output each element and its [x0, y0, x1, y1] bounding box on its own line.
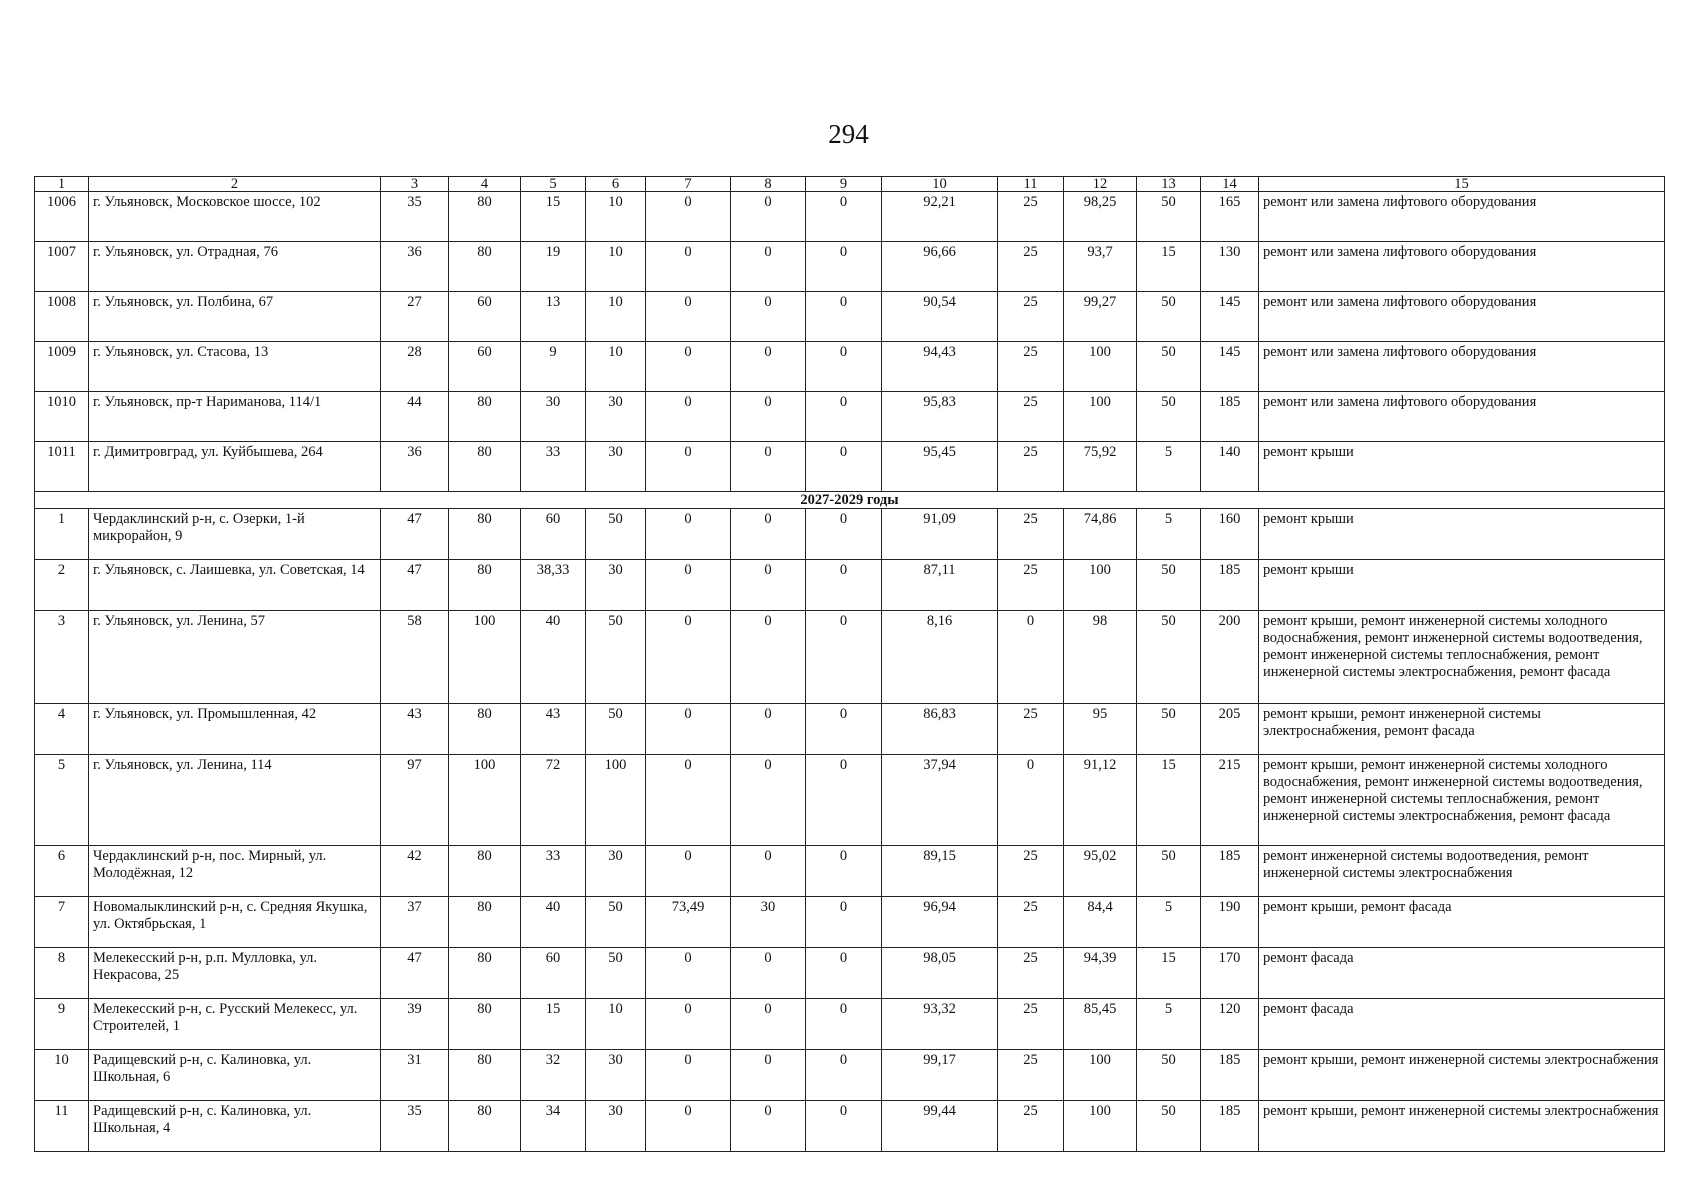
column-header: 8 [731, 177, 806, 192]
value-cell: 0 [646, 342, 731, 392]
value-cell: 0 [806, 509, 882, 560]
column-header: 5 [521, 177, 586, 192]
address-cell: г. Ульяновск, пр-т Нариманова, 114/1 [89, 392, 381, 442]
address-cell: г. Ульяновск, ул. Полбина, 67 [89, 292, 381, 342]
value-cell: 0 [806, 846, 882, 897]
value-cell: 5 [1137, 509, 1201, 560]
address-cell: Радищевский р-н, с. Калиновка, ул. Школьная, 6 [89, 1050, 381, 1101]
value-cell: 95,02 [1064, 846, 1137, 897]
value-cell: 25 [998, 560, 1064, 611]
work-type-cell: ремонт или замена лифтового оборудования [1259, 292, 1665, 342]
value-cell: 44 [381, 392, 449, 442]
value-cell: 90,54 [882, 292, 998, 342]
value-cell: 87,11 [882, 560, 998, 611]
value-cell: 47 [381, 948, 449, 999]
value-cell: 0 [806, 342, 882, 392]
table-row [35, 846, 1665, 897]
value-cell: 25 [998, 704, 1064, 755]
value-cell: 60 [521, 948, 586, 999]
work-type-cell: ремонт крыши, ремонт инженерной системы электроснабжения [1259, 1050, 1665, 1101]
address-cell: г. Ульяновск, Московское шоссе, 102 [89, 192, 381, 242]
value-cell: 91,12 [1064, 755, 1137, 846]
table-row [35, 1050, 1665, 1101]
table-row [35, 755, 1665, 846]
address-cell: г. Димитровград, ул. Куйбышева, 264 [89, 442, 381, 492]
value-cell: 94,43 [882, 342, 998, 392]
value-cell: 185 [1201, 392, 1259, 442]
value-cell: 38,33 [521, 560, 586, 611]
value-cell: 42 [381, 846, 449, 897]
value-cell: 40 [521, 897, 586, 948]
value-cell: 185 [1201, 1050, 1259, 1101]
row-number: 1011 [35, 442, 89, 492]
value-cell: 130 [1201, 242, 1259, 292]
column-header: 4 [449, 177, 521, 192]
value-cell: 0 [646, 846, 731, 897]
value-cell: 0 [731, 560, 806, 611]
row-number: 10 [35, 1050, 89, 1101]
section-header-row [35, 492, 1665, 509]
column-header: 13 [1137, 177, 1201, 192]
value-cell: 30 [521, 392, 586, 442]
value-cell: 33 [521, 442, 586, 492]
value-cell: 31 [381, 1050, 449, 1101]
value-cell: 30 [586, 846, 646, 897]
value-cell: 50 [1137, 292, 1201, 342]
value-cell: 145 [1201, 342, 1259, 392]
value-cell: 85,45 [1064, 999, 1137, 1050]
value-cell: 205 [1201, 704, 1259, 755]
value-cell: 73,49 [646, 897, 731, 948]
address-cell: Чердаклинский р-н, пос. Мирный, ул. Молодёжная, 12 [89, 846, 381, 897]
value-cell: 89,15 [882, 846, 998, 897]
column-header: 2 [89, 177, 381, 192]
value-cell: 0 [731, 999, 806, 1050]
column-header: 1 [35, 177, 89, 192]
value-cell: 93,7 [1064, 242, 1137, 292]
work-type-cell: ремонт фасада [1259, 948, 1665, 999]
value-cell: 100 [449, 611, 521, 704]
value-cell: 0 [731, 509, 806, 560]
value-cell: 25 [998, 342, 1064, 392]
value-cell: 25 [998, 999, 1064, 1050]
value-cell: 0 [731, 342, 806, 392]
table-row [35, 392, 1665, 442]
value-cell: 0 [731, 846, 806, 897]
value-cell: 15 [1137, 948, 1201, 999]
value-cell: 99,27 [1064, 292, 1137, 342]
value-cell: 80 [449, 1050, 521, 1101]
value-cell: 50 [1137, 560, 1201, 611]
value-cell: 140 [1201, 442, 1259, 492]
value-cell: 15 [1137, 242, 1201, 292]
column-header: 10 [882, 177, 998, 192]
value-cell: 80 [449, 509, 521, 560]
value-cell: 25 [998, 442, 1064, 492]
value-cell: 34 [521, 1101, 586, 1152]
address-cell: г. Ульяновск, ул. Промышленная, 42 [89, 704, 381, 755]
row-number: 1006 [35, 192, 89, 242]
table-row [35, 897, 1665, 948]
value-cell: 80 [449, 1101, 521, 1152]
value-cell: 5 [1137, 897, 1201, 948]
value-cell: 95 [1064, 704, 1137, 755]
value-cell: 13 [521, 292, 586, 342]
value-cell: 100 [1064, 392, 1137, 442]
value-cell: 98,05 [882, 948, 998, 999]
value-cell: 215 [1201, 755, 1259, 846]
row-number: 1007 [35, 242, 89, 292]
value-cell: 98 [1064, 611, 1137, 704]
value-cell: 0 [646, 442, 731, 492]
table-row [35, 1101, 1665, 1152]
value-cell: 0 [731, 392, 806, 442]
row-number: 11 [35, 1101, 89, 1152]
value-cell: 25 [998, 392, 1064, 442]
value-cell: 60 [449, 342, 521, 392]
value-cell: 80 [449, 704, 521, 755]
value-cell: 15 [521, 192, 586, 242]
column-header: 12 [1064, 177, 1137, 192]
work-type-cell: ремонт крыши, ремонт инженерной системы холодного водоснабжения, ремонт инженерной системы водоотведения, ремонт инженерной системы теплоснабжения, ремонт инженерной системы электроснабжения, ремонт фасада [1259, 755, 1665, 846]
value-cell: 9 [521, 342, 586, 392]
value-cell: 99,44 [882, 1101, 998, 1152]
value-cell: 0 [806, 442, 882, 492]
value-cell: 95,45 [882, 442, 998, 492]
value-cell: 19 [521, 242, 586, 292]
value-cell: 10 [586, 242, 646, 292]
value-cell: 30 [586, 1050, 646, 1101]
work-type-cell: ремонт или замена лифтового оборудования [1259, 342, 1665, 392]
value-cell: 0 [806, 948, 882, 999]
value-cell: 0 [646, 1050, 731, 1101]
value-cell: 0 [731, 1101, 806, 1152]
value-cell: 98,25 [1064, 192, 1137, 242]
value-cell: 80 [449, 192, 521, 242]
row-number: 4 [35, 704, 89, 755]
value-cell: 30 [731, 897, 806, 948]
value-cell: 35 [381, 192, 449, 242]
value-cell: 0 [646, 192, 731, 242]
work-type-cell: ремонт крыши [1259, 560, 1665, 611]
value-cell: 25 [998, 948, 1064, 999]
value-cell: 0 [998, 611, 1064, 704]
value-cell: 27 [381, 292, 449, 342]
value-cell: 50 [586, 704, 646, 755]
work-type-cell: ремонт или замена лифтового оборудования [1259, 242, 1665, 292]
work-type-cell: ремонт крыши, ремонт инженерной системы холодного водоснабжения, ремонт инженерной системы водоотведения, ремонт инженерной системы теплоснабжения, ремонт инженерной системы электроснабжения, ремонт фасада [1259, 611, 1665, 704]
value-cell: 160 [1201, 509, 1259, 560]
value-cell: 50 [1137, 846, 1201, 897]
address-cell: г. Ульяновск, ул. Ленина, 114 [89, 755, 381, 846]
table-row [35, 948, 1665, 999]
column-number-header-row [35, 177, 1665, 192]
value-cell: 0 [731, 755, 806, 846]
value-cell: 185 [1201, 846, 1259, 897]
address-cell: Радищевский р-н, с. Калиновка, ул. Школьная, 4 [89, 1101, 381, 1152]
work-type-cell: ремонт крыши, ремонт инженерной системы электроснабжения, ремонт фасада [1259, 704, 1665, 755]
value-cell: 96,66 [882, 242, 998, 292]
value-cell: 0 [646, 611, 731, 704]
value-cell: 25 [998, 897, 1064, 948]
value-cell: 100 [1064, 342, 1137, 392]
value-cell: 145 [1201, 292, 1259, 342]
work-type-cell: ремонт или замена лифтового оборудования [1259, 192, 1665, 242]
value-cell: 0 [731, 442, 806, 492]
value-cell: 0 [806, 392, 882, 442]
column-header: 15 [1259, 177, 1665, 192]
value-cell: 0 [731, 192, 806, 242]
value-cell: 100 [1064, 1101, 1137, 1152]
row-number: 1 [35, 509, 89, 560]
value-cell: 28 [381, 342, 449, 392]
value-cell: 0 [806, 292, 882, 342]
row-number: 1008 [35, 292, 89, 342]
value-cell: 30 [586, 442, 646, 492]
value-cell: 35 [381, 1101, 449, 1152]
value-cell: 0 [806, 242, 882, 292]
row-number: 7 [35, 897, 89, 948]
table-row [35, 611, 1665, 704]
value-cell: 80 [449, 442, 521, 492]
value-cell: 47 [381, 560, 449, 611]
work-type-cell: ремонт крыши [1259, 442, 1665, 492]
value-cell: 200 [1201, 611, 1259, 704]
value-cell: 100 [586, 755, 646, 846]
value-cell: 72 [521, 755, 586, 846]
value-cell: 25 [998, 1101, 1064, 1152]
value-cell: 170 [1201, 948, 1259, 999]
value-cell: 15 [1137, 755, 1201, 846]
value-cell: 30 [586, 1101, 646, 1152]
value-cell: 80 [449, 242, 521, 292]
value-cell: 80 [449, 392, 521, 442]
value-cell: 50 [1137, 392, 1201, 442]
value-cell: 97 [381, 755, 449, 846]
value-cell: 40 [521, 611, 586, 704]
value-cell: 96,94 [882, 897, 998, 948]
value-cell: 185 [1201, 560, 1259, 611]
row-number: 5 [35, 755, 89, 846]
value-cell: 33 [521, 846, 586, 897]
value-cell: 37 [381, 897, 449, 948]
column-header: 9 [806, 177, 882, 192]
value-cell: 0 [731, 292, 806, 342]
row-number: 8 [35, 948, 89, 999]
value-cell: 43 [521, 704, 586, 755]
value-cell: 0 [806, 560, 882, 611]
value-cell: 80 [449, 560, 521, 611]
value-cell: 100 [1064, 560, 1137, 611]
address-cell: г. Ульяновск, с. Лаишевка, ул. Советская, 14 [89, 560, 381, 611]
work-type-cell: ремонт или замена лифтового оборудования [1259, 392, 1665, 442]
value-cell: 84,4 [1064, 897, 1137, 948]
value-cell: 10 [586, 192, 646, 242]
value-cell: 0 [731, 242, 806, 292]
address-cell: Чердаклинский р-н, с. Озерки, 1-й микрорайон, 9 [89, 509, 381, 560]
table-row [35, 999, 1665, 1050]
column-header: 3 [381, 177, 449, 192]
value-cell: 50 [586, 509, 646, 560]
column-header: 11 [998, 177, 1064, 192]
value-cell: 0 [646, 292, 731, 342]
value-cell: 25 [998, 1050, 1064, 1101]
value-cell: 60 [521, 509, 586, 560]
value-cell: 190 [1201, 897, 1259, 948]
value-cell: 50 [1137, 192, 1201, 242]
value-cell: 39 [381, 999, 449, 1050]
value-cell: 165 [1201, 192, 1259, 242]
row-number: 3 [35, 611, 89, 704]
table-row [35, 704, 1665, 755]
value-cell: 5 [1137, 442, 1201, 492]
value-cell: 30 [586, 560, 646, 611]
value-cell: 30 [586, 392, 646, 442]
value-cell: 43 [381, 704, 449, 755]
value-cell: 0 [646, 1101, 731, 1152]
value-cell: 47 [381, 509, 449, 560]
value-cell: 80 [449, 897, 521, 948]
value-cell: 0 [731, 1050, 806, 1101]
value-cell: 0 [646, 509, 731, 560]
value-cell: 36 [381, 242, 449, 292]
value-cell: 75,92 [1064, 442, 1137, 492]
value-cell: 50 [1137, 1050, 1201, 1101]
value-cell: 50 [1137, 342, 1201, 392]
value-cell: 50 [586, 611, 646, 704]
work-type-cell: ремонт фасада [1259, 999, 1665, 1050]
value-cell: 92,21 [882, 192, 998, 242]
value-cell: 10 [586, 342, 646, 392]
table-row [35, 242, 1665, 292]
table-row [35, 509, 1665, 560]
value-cell: 25 [998, 509, 1064, 560]
value-cell: 120 [1201, 999, 1259, 1050]
table-row [35, 292, 1665, 342]
value-cell: 0 [806, 999, 882, 1050]
row-number: 1010 [35, 392, 89, 442]
value-cell: 91,09 [882, 509, 998, 560]
value-cell: 36 [381, 442, 449, 492]
value-cell: 0 [646, 704, 731, 755]
work-type-cell: ремонт крыши, ремонт фасада [1259, 897, 1665, 948]
value-cell: 50 [1137, 611, 1201, 704]
value-cell: 0 [731, 948, 806, 999]
column-header: 7 [646, 177, 731, 192]
value-cell: 5 [1137, 999, 1201, 1050]
value-cell: 0 [646, 242, 731, 292]
column-header: 14 [1201, 177, 1259, 192]
value-cell: 86,83 [882, 704, 998, 755]
value-cell: 0 [806, 897, 882, 948]
column-header: 6 [586, 177, 646, 192]
value-cell: 0 [646, 392, 731, 442]
value-cell: 10 [586, 999, 646, 1050]
value-cell: 50 [586, 948, 646, 999]
value-cell: 25 [998, 292, 1064, 342]
value-cell: 37,94 [882, 755, 998, 846]
address-cell: Мелекесский р-н, с. Русский Мелекесс, ул. Строителей, 1 [89, 999, 381, 1050]
value-cell: 93,32 [882, 999, 998, 1050]
value-cell: 0 [806, 755, 882, 846]
value-cell: 80 [449, 948, 521, 999]
value-cell: 0 [806, 1050, 882, 1101]
address-cell: Новомалыклинский р-н, с. Средняя Якушка, ул. Октябрьская, 1 [89, 897, 381, 948]
table-row [35, 560, 1665, 611]
table-row [35, 342, 1665, 392]
address-cell: г. Ульяновск, ул. Отрадная, 76 [89, 242, 381, 292]
value-cell: 80 [449, 999, 521, 1050]
value-cell: 60 [449, 292, 521, 342]
table-row [35, 442, 1665, 492]
address-cell: Мелекесский р-н, р.п. Мулловка, ул. Некрасова, 25 [89, 948, 381, 999]
work-type-cell: ремонт крыши, ремонт инженерной системы электроснабжения [1259, 1101, 1665, 1152]
value-cell: 0 [646, 755, 731, 846]
value-cell: 25 [998, 192, 1064, 242]
value-cell: 0 [998, 755, 1064, 846]
value-cell: 94,39 [1064, 948, 1137, 999]
value-cell: 50 [1137, 1101, 1201, 1152]
page-number: 294 [828, 119, 869, 149]
value-cell: 0 [646, 948, 731, 999]
section-title: 2027-2029 годы [35, 492, 1665, 509]
value-cell: 50 [1137, 704, 1201, 755]
value-cell: 95,83 [882, 392, 998, 442]
repair-register-table [34, 176, 1665, 1152]
value-cell: 8,16 [882, 611, 998, 704]
row-number: 2 [35, 560, 89, 611]
value-cell: 10 [586, 292, 646, 342]
table-row [35, 192, 1665, 242]
value-cell: 0 [806, 192, 882, 242]
value-cell: 25 [998, 846, 1064, 897]
row-number: 1009 [35, 342, 89, 392]
row-number: 9 [35, 999, 89, 1050]
value-cell: 25 [998, 242, 1064, 292]
value-cell: 32 [521, 1050, 586, 1101]
value-cell: 74,86 [1064, 509, 1137, 560]
value-cell: 100 [449, 755, 521, 846]
value-cell: 0 [646, 999, 731, 1050]
value-cell: 0 [731, 611, 806, 704]
value-cell: 0 [806, 1101, 882, 1152]
value-cell: 100 [1064, 1050, 1137, 1101]
address-cell: г. Ульяновск, ул. Ленина, 57 [89, 611, 381, 704]
value-cell: 0 [646, 560, 731, 611]
value-cell: 0 [806, 704, 882, 755]
value-cell: 0 [731, 704, 806, 755]
value-cell: 58 [381, 611, 449, 704]
address-cell: г. Ульяновск, ул. Стасова, 13 [89, 342, 381, 392]
value-cell: 99,17 [882, 1050, 998, 1101]
value-cell: 80 [449, 846, 521, 897]
work-type-cell: ремонт инженерной системы водоотведения, ремонт инженерной системы электроснабжения [1259, 846, 1665, 897]
value-cell: 0 [806, 611, 882, 704]
table-body [35, 177, 1665, 1152]
value-cell: 15 [521, 999, 586, 1050]
work-type-cell: ремонт крыши [1259, 509, 1665, 560]
value-cell: 50 [586, 897, 646, 948]
row-number: 6 [35, 846, 89, 897]
value-cell: 185 [1201, 1101, 1259, 1152]
